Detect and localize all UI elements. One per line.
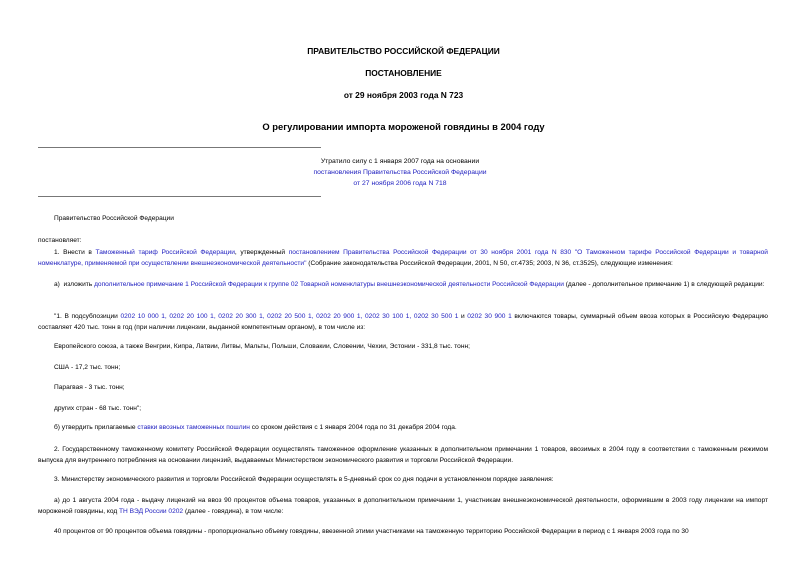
paragraph-1a: а) изложить дополнительное примечание 1 Российской Федерации к группе 02 Товарной номенклатуры внешнеэкономической деятельности Российской Федерации (далее - дополнительное примечание 1) в следующей редакции: <box>54 281 765 288</box>
quota-usa: США - 17,2 тыс. тонн; <box>54 364 121 371</box>
document-title: О регулировании импорта мороженой говядины в 2004 году <box>262 121 545 132</box>
quota-paraguay: Парагвая - 3 тыс. тонн; <box>54 384 125 391</box>
subheading-codes-link[interactable]: 0202 10 000 1, 0202 20 100 1, 0202 20 300 1, 0202 20 500 1, 0202 20 900 1, 0202 30 100 1, 0202 30 500 1 <box>120 313 459 320</box>
status-note-text: Утратило силу с 1 января 2007 года на основании <box>320 158 480 165</box>
note-1-quote: "1. В подсубпозиции 0202 10 000 1, 0202 20 100 1, 0202 20 300 1, 0202 20 500 1, 0202 20 900 1, 0202 30 100 1, 0202 30 500 1 и 0202 30 900 1 включаются товары, суммарный объем ввоза которых в Российскую Федерацию составляет 420 тыс. тонн в год (при наличии лицензии, выданной компетентным органом), в том числе из: <box>38 313 769 331</box>
repeal-link-date[interactable]: от 27 ноября 2006 года N 718 <box>353 180 447 187</box>
note-1-link[interactable]: дополнительное примечание 1 Российской Федерации к группе 02 Товарной номенклатуры внешнеэкономической деятельности Российской Федерации <box>94 281 564 288</box>
quota-others: других стран - 68 тыс. тонн"; <box>54 405 142 412</box>
bottom-divider <box>38 196 321 197</box>
government-heading: ПРАВИТЕЛЬСТВО РОССИЙСКОЙ ФЕДЕРАЦИИ <box>307 46 500 56</box>
document-date-number: от 29 ноября 2003 года N 723 <box>343 90 464 100</box>
government-subject: Правительство Российской Федерации <box>54 215 174 222</box>
customs-tariff-link[interactable]: Таможенный тариф Российской Федерации <box>95 249 235 256</box>
repeal-link[interactable]: постановления Правительства Российской Федерации <box>313 169 487 176</box>
paragraph-2: 2. Государственному таможенному комитету Российской Федерации осуществлять таможенное оформление указанных в дополнительном примечании 1 товаров, ввозимых в 2004 году в соответствии с таможенным режимом выпуска для внутреннего потребления на основании лицензий, выдаваемых Министерством экономического развития и торговли Российской Федерации. <box>38 446 768 464</box>
duty-rates-link[interactable]: ставки ввозных таможенных пошлин <box>137 424 250 431</box>
tn-ved-link[interactable]: ТН ВЭД России 0202 <box>119 507 184 515</box>
paragraph-1: 1. Внести в Таможенный тариф Российской Федерации, утвержденный постановлением Правительства Российской Федерации от 30 ноября 2001 года N 830 "О Таможенном тарифе Российской Федерации и товарной номенклатуре, применяемой при осуществлении внешнеэкономической деятельности" (Собрание законодательства Российской Федерации, 2001, N 50, ст.4735; 2003, N 36, ст.3525), следующие изменения: <box>38 249 768 267</box>
subheading-code-link[interactable]: 0202 30 900 1 <box>467 313 512 320</box>
paragraph-3a: а) до 1 августа 2004 года - выдачу лицензий на ввоз 90 процентов объема товаров, указанных в дополнительном примечании 1, участникам внешнеэкономической деятельности, оформившим в 2003 году лицензии на импорт мороженой говядины, код ТН ВЭД России 0202 (далее - говядина), в том числе: <box>38 497 768 515</box>
resolution-830-link[interactable]: постановлением Правительства Российской Федерации от 30 ноября 2001 года N 830 "О Таможенном тарифе Российской Федерации и товарной номенклатуре, применяемой при осуществлении внешнеэкономической деятельности" <box>38 249 768 267</box>
paragraph-40-percent: 40 процентов от 90 процентов объема говядины - пропорционально объему говядины, ввезенной этими участниками на таможенную территорию Российской Федерации в период с 1 января 2003 года по 30 <box>54 528 689 535</box>
paragraph-1b: б) утвердить прилагаемые ставки ввозных таможенных пошлин со сроком действия с 1 января 2004 года по 31 декабря 2004 года. <box>54 424 457 431</box>
resolves-text: постановляет: <box>38 237 82 244</box>
document-type: ПОСТАНОВЛЕНИЕ <box>365 68 442 78</box>
top-divider <box>38 147 321 148</box>
status-note <box>250 156 550 189</box>
paragraph-3: 3. Министерству экономического развития и торговли Российской Федерации осуществлять в 5-дневный срок со дня подачи в установленном порядке заявления: <box>54 476 554 483</box>
quota-eu: Европейского союза, а также Венгрии, Кипра, Латвии, Литвы, Мальты, Польши, Словакии, Словении, Чехии, Эстонии - 331,8 тыс. тонн; <box>54 343 470 350</box>
